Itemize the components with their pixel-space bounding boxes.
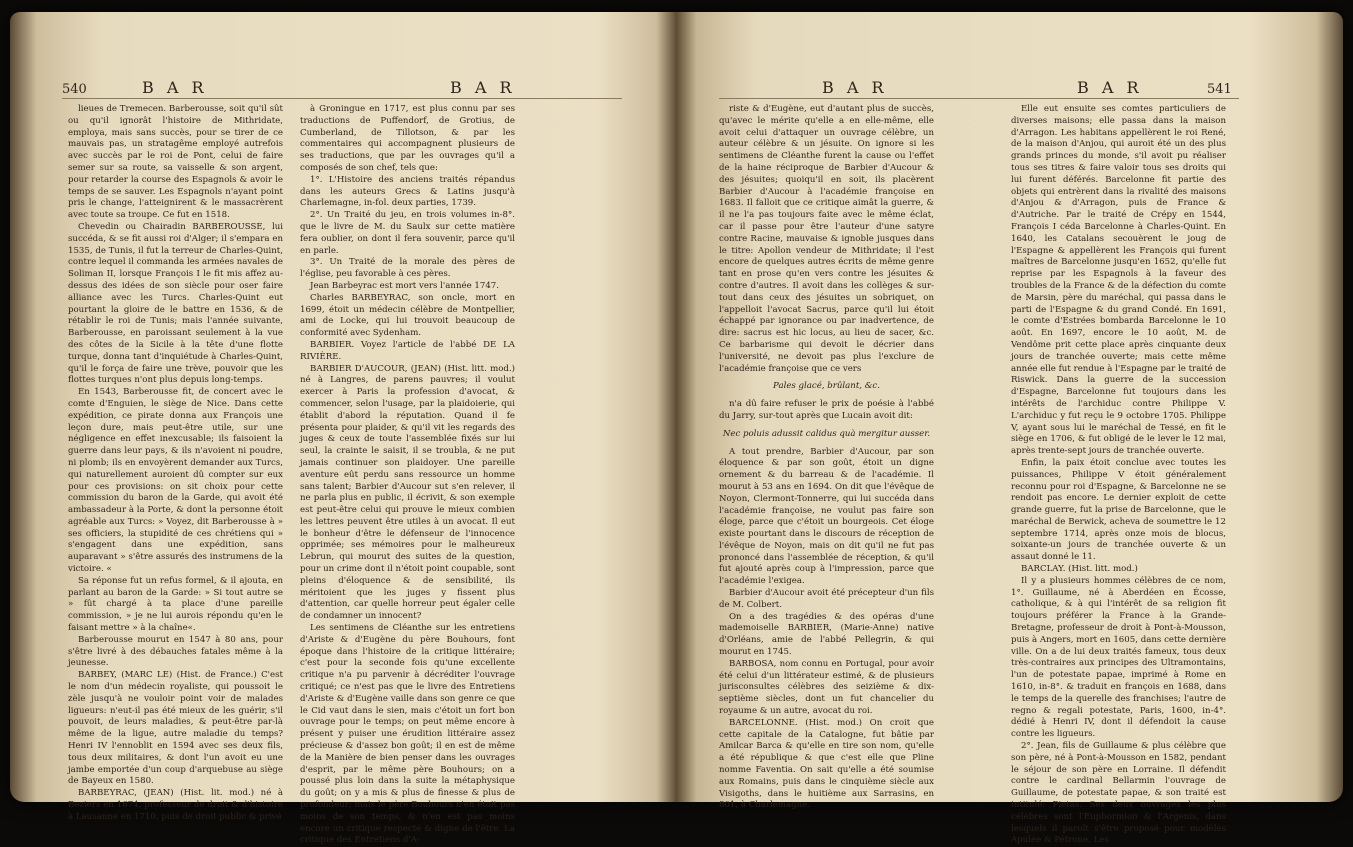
paragraph: 1°. L'Histoire des anciens traités répandus dans les auteurs Grecs & Latins jusqu'à Charlemagne, in-fol. deux parties, 1739. xyxy=(300,174,515,209)
right-page xyxy=(677,12,1343,846)
paragraph: En 1543, Barberousse fit, de concert avec le comte d'Enguien, le siège de Nice. Dans cette expédition, ce pirate donna aux François une leçon dure, mais peut-être utile, sur une négligence en effet inexcusable; ils faisoient la guerre dans leur pays, & ils n'avoient ni poudre, ni plomb; ils en envoyèrent demander aux Turcs, qui naturellement auroient dû compter sur eux pour ces provisions: on sit choix pour cette commission du baron de la Garde, qui avoit été ambassadeur à la Porte, & dont la personne étoit agréable aux Turcs: » Voyez, dit Barberousse à » ses officiers, la stupidité de ces chrétiens qui » s'engagent dans une expédition, sans auparavant » s'être assurés des instrumens de la victoire. « xyxy=(68,387,283,575)
paragraph: Les sentimens de Cléanthe sur les entretiens d'Ariste & d'Eugène du père Bouhours, font époque dans l'histoire de la critique littéraire; c'est pour la seconde fois qu'une excellente critique n'a pu parvenir à décréditer l'ouvrage critiqué; ce n'est pas que le livre des Entretiens d'Ariste & d'Eugène vaille dans son genre ce que le Cid vaut dans le sien, mais c'étoit un fort bon ouvrage pour le temps; on peut même encore à présent y puiser une érudition littéraire assez précieuse & d'assez bon goût; il en est de même de la Manière de bien penser dans les ouvrages d'esprit, par le même père Bouhours; on a poussé plus loin dans la suite la métaphysique du goût; on y a mis & plus de finesse & plus de profondeur; mais le père Bouhours n'en étoit pas moins de son temps, & n'en est pas moins encore un critique respecté & digne de l'être. La critique des Entretiens d'A- xyxy=(300,623,515,846)
paragraph: Chevedin ou Chairadin BARBEROUSSE, lui succéda, & se fit aussi roi d'Alger; il s'empara en 1535, de Tunis, il fut la terreur de Charles-Quint, contre lequel il commanda les armées navales de Soliman II, lorsque François I le fit mis affez au-dessus des idées de son siècle pour oser faire alliance avec les Turcs. Charles-Quint eut pourtant la gloire de le battre en 1536, & de rétablir le roi de Tunis; mais l'année suivante, Barberousse, en paroissant seulement à la vue des côtes de la Sicile à la tête d'une flotte turque, donna tant d'inquiétude à Charles-Quint, qu'il le força de faire une trève, pouvoir que les flottes turques n'ont plus depuis long-temps. xyxy=(68,221,283,386)
verse-quote: Nec poluis adussit calidus quà mergitur ausser. xyxy=(722,428,931,439)
paragraph: Barbier d'Aucour avoit été précepteur d'un fils de M. Colbert. xyxy=(719,588,934,610)
paragraph: BARCLAY. (Hist. litt. mod.) xyxy=(1021,564,1138,575)
header-rule xyxy=(62,98,622,99)
running-head: B A R xyxy=(450,78,516,97)
paragraph: riste & d'Eugène, eut d'autant plus de succès, qu'avec le mérite qu'elle a en elle-même, elle avoit celui d'attaquer un ouvrage célèbre, un auteur célèbre & un jésuite. On ignore si les sentimens de Cléanthe furent la cause ou l'effet de la haine réciproque de Barbier d'Aucour & des jésuites; quoiqu'il en soit, ils placèrent Barbier d'Aucour à l'académie françoise en 1683. Il falloit que ce critique aimât la guerre, & il ne l'a pas toujours faite avec le même éclat, car il passe pour être l'auteur d'une satyre contre Racine, mauvaise & ignoble jusques dans le titre: Apollon vendeur de Mithridate; il l'est encore de quelques autres écrits de même genre tant en prose qu'en vers contre les jésuites & contre d'autres. Il avoit dans les collèges & sur-tout dans ceux des jésuites un sobriquet, on l'appelloit l'avocat Sacrus, parce qu'il lui étoit échappé par ignorance ou par inadvertence, de dire: sacrus est hic locus, au lieu de sacer, &c. Ce barbarisme qui devoit le décrier dans l'université, ne devoit pas plus l'exclure de l'académie françoise que ce vers xyxy=(719,104,934,374)
header-rule xyxy=(719,98,1239,99)
text-column-1 xyxy=(68,104,283,822)
page-number: 541 xyxy=(1207,82,1232,97)
running-head: B A R xyxy=(822,78,888,97)
paragraph: A tout prendre, Barbier d'Aucour, par son éloquence & par son goût, étoit un digne ornement & du barreau & de l'académie. Il mourut à 53 ans en 1694. On dit que l'évêque de Noyon, Clermont-Tonnerre, qui lui succéda dans l'académie françoise, ne voulut pas faire son éloge, parce que c'étoit un bourgeois. Cet éloge existe pourtant dans le discours de réception de l'évêque de Noyon, mais on dit qu'il ne fut pas prononcé dans l'assemblée de réception, & qu'il fut ajouté après coup à l'impression, parce que l'académie l'exigea. xyxy=(719,446,934,587)
paragraph: BARBOSA, nom connu en Portugal, pour avoir été celui d'un littérateur estimé, & de plusieurs jurisconsultes célèbres des seizième & dix-septième siècles, dont un fut chancelier du royaume & un autre, avocat du roi. xyxy=(719,658,934,717)
running-head: B A R xyxy=(142,78,208,97)
paragraph: BARCELONNE. (Hist. mod.) On croit que cette capitale de la Catalogne, fut bâtie par Amilcar Barca & qu'elle en tire son nom, qu'elle a été république & que c'est elle que Pline nomme Faventia. On sait qu'elle a été soumise aux Romains, puis dans le cinquième siècle aux Visigoths, dans le huitième aux Sarrasins, en 801, à Charlemagne. xyxy=(719,717,934,811)
paragraph: 2°. Un Traité du jeu, en trois volumes in-8°. que le livre de M. du Saulx sur cette matière fera oublier, on dont il fera souvenir, parce qu'il en parle. xyxy=(300,210,515,256)
verse-quote: Pales glacé, brûlant, &c. xyxy=(773,381,880,392)
paragraph: Elle eut ensuite ses comtes particuliers de diverses maisons; elle passa dans la maison d'Arragon. Les habitans appellèrent le roi René, de la maison d'Anjou, qui auroit été un des plus grands princes du monde, s'il avoit pu réaliser tous ses titres & faire valoir tous ses droits qui lui furent déférés. Barcelonne fit partie des objets qui entrèrent dans la rivalité des maisons d'Anjou & d'Arragon, puis de France & d'Autriche. Par le traité de Crépy en 1544, François I céda Barcelonne à Charles-Quint. En 1640, les Catalans secouèrent le joug de l'Espagne & appellèrent les François qui furent maîtres de Barcelonne jusqu'en 1652, qu'elle fut reprise par les Espagnols à la faveur des troubles de la France & de la défection du comte de Marsin, père du maréchal, qui passa dans le parti de l'Espagne & du grand Condé. En 1691, le comte d'Estrées bombarda Barcelonne le 10 août. En 1697, encore le 10 août, M. de Vendôme prit cette place après cinquante deux jours de tranchée ouverte; mais cette même année elle fut rendue à l'Espagne par le traité de Riswick. Dans la guerre de la succession d'Espagne, Barcelonne fut toujours dans les intérêts de l'archiduc contre Philippe V. L'archiduc y fut reçu le 9 octobre 1705. Philippe V, ayant sous lui le maréchal de Tessé, en fit le siège en 1706, & fut obligé de le lever le 12 mai, après trente-sept jours de tranchée ouverte. xyxy=(1011,104,1226,457)
paragraph: n'a dû faire refuser le prix de poésie à l'abbé du Jarry, sur-tout après que Lucain avoit dit: xyxy=(719,399,934,421)
paragraph: Enfin, la paix étoit conclue avec toutes les puissances, Philippe V étoit généralement reconnu pour roi d'Espagne, & Barcelonne ne se rendoit pas encore. Le dernier exploit de cette grande guerre, fut la prise de Barcelonne, que le maréchal de Berwick, acheva de soumettre le 12 septembre 1714, après onze mois de blocus, soixante-un jours de tranchée ouverte & un assaut donné le 11. xyxy=(1011,457,1226,563)
text-column-1 xyxy=(719,104,934,811)
open-book-spread xyxy=(10,12,1343,846)
paragraph: On a des tragédies & des opéras d'une mademoiselle BARBIER, (Marie-Anne) native d'Orléans, amie de l'abbé Pellegrin, & qui mourut en 1745. xyxy=(719,611,934,658)
paragraph: 3°. Un Traité de la morale des pères de l'église, peu favorable à ces pères. xyxy=(300,257,515,280)
page-number: 540 xyxy=(62,82,87,97)
paragraph: Il y a plusieurs hommes célèbres de ce nom, 1°. Guillaume, né à Aberdéen en Écosse, catholique, & à qui l'intérêt de sa religion fit toujours préférer la France à la Grande-Bretagne, professeur de droit à Pont-à-Mousson, puis à Angers, mort en 1605, dans cette dernière ville. On a de lui deux traités fameux, tous deux très-contraires aux principes des Ultramontains, l'un de potestate papae, imprimé à Rome en 1610, in-8°. & traduit en françois en 1688, dans le temps de la querelle des franchises; l'autre de regno & regali potestate, Paris, 1600, in-4°. dédié à Henri IV, dont il défendoit la cause contre les ligueurs. xyxy=(1011,575,1226,740)
paragraph: BARBIER D'AUCOUR, (JEAN) (Hist. litt. mod.) né à Langres, de parens pauvres; il voulut exercer à Paris la profession d'avocat, & commencer, selon l'usage, par la plaidoierie, qui établit d'abord la réputation. Quand il fe présenta pour plaider, & qu'il vit les regards des juges & ceux de toute l'assemblée fixés sur lui seul, la crainte le saisit, il se troubla, & ne put jamais continuer son plaidoyer. Une pareille aventure eût perdu sans ressource un homme sans talent; Barbier d'Aucour sut s'en relever, il ne parla plus en public, il écrivit, & son exemple est peut-être celui qui prouve le mieux combien les lettres peuvent être utiles à un avocat. Il eut le bonheur d'être le défenseur de l'innocence opprimée; ses mémoires pour le malheureux Lebrun, qui mourut des suites de la question, pour un crime dont il n'étoit point coupable, sont pleins d'éloquence & de sensibilité, ils méritoient que les juges y fissent plus d'attention, car quelle horreur peut égaler celle de condamner un innocent? xyxy=(300,363,515,622)
paragraph: BARBEY, (MARC LE) (Hist. de France.) C'est le nom d'un médecin royaliste, qui poussoit le zèle jusqu'à ne vouloir point voir de malades ligueurs: n'eut-il pas été mieux de les guérir, s'il pouvoit, de leurs maladies, & peut-être par-là même de la ligue, autre maladie du temps? Henri IV l'ennoblit en 1594 avec ses deux fils, tous deux militaires, & dont l'un avoit eu une jambe emportée d'un coup d'arquebuse au siège de Bayeux en 1580. xyxy=(68,670,283,787)
paragraph: lieues de Tremecen. Barberousse, soit qu'il sût ou qu'il ignorât l'histoire de Mithridate, employa, mais sans succès, pour se tirer de ce mauvais pas, un stratagême employé autrefois avec succès par le roi de Pont, celui de faire semer sur sa route, sa vaisselle & son argent, pour retarder la course des Espagnols & avoir le temps de se sauver. Les Espagnols n'ayant point pris le change, l'atteignirent & le massacrèrent avec toute sa troupe. Ce fut en 1518. xyxy=(68,104,283,221)
text-column-2 xyxy=(300,104,515,846)
text-column-2 xyxy=(1011,104,1226,846)
paragraph: BARBEYRAC, (JEAN) (Hist. lit. mod.) né à Beziers en 1674, professeur de droit & d'histoire à Lausanne en 1710, puis de droit public & privé xyxy=(68,788,283,822)
paragraph: 2°. Jean, fils de Guillaume & plus célèbre que son père, né à Pont-à-Mousson en 1582, pendant le séjour de son père en Lorraine. Il défendit contre le cardinal Bellarmin l'ouvrage de Guillaume, de potestate papae, & son traité est intitulé: Pietas. Ses deux ouvrages les plus célèbres sont l'Euphormion & l'Argenis, dans lesquels il paroît s'être proposé pour modèles Apulée & Pétrone. Les xyxy=(1011,741,1226,846)
paragraph: à Groningue en 1717, est plus connu par ses traductions de Puffendorf, de Grotius, de Cumberland, de Tillotson, & par les commentaires qui accompagnent plusieurs de ses traductions, que par les ouvrages qu'il a composés de son chef, tels que: xyxy=(300,104,515,173)
paragraph: Sa réponse fut un refus formel, & il ajouta, en parlant au baron de la Garde: » Si tout autre se » fût chargé à ta place d'une pareille commission, » je ne lui aurois répondu qu'en le faisant mettre » à la chaîne«. xyxy=(68,575,283,634)
left-page xyxy=(10,12,676,846)
paragraph: Charles BARBEYRAC, son oncle, mort en 1699, étoit un médecin célèbre de Montpellier, ami de Locke, qui lui trouvoit beaucoup de conformité avec Sydenham. xyxy=(300,292,515,339)
paragraph: BARBIER. Voyez l'article de l'abbé DE LA RIVIÈRE. xyxy=(300,339,515,362)
running-head: B A R xyxy=(1077,78,1143,97)
paragraph: Jean Barbeyrac est mort vers l'année 1747. xyxy=(310,280,499,291)
paragraph: Barberousse mourut en 1547 à 80 ans, pour s'être livré à des débauches fatales même à la jeunesse. xyxy=(68,634,283,669)
